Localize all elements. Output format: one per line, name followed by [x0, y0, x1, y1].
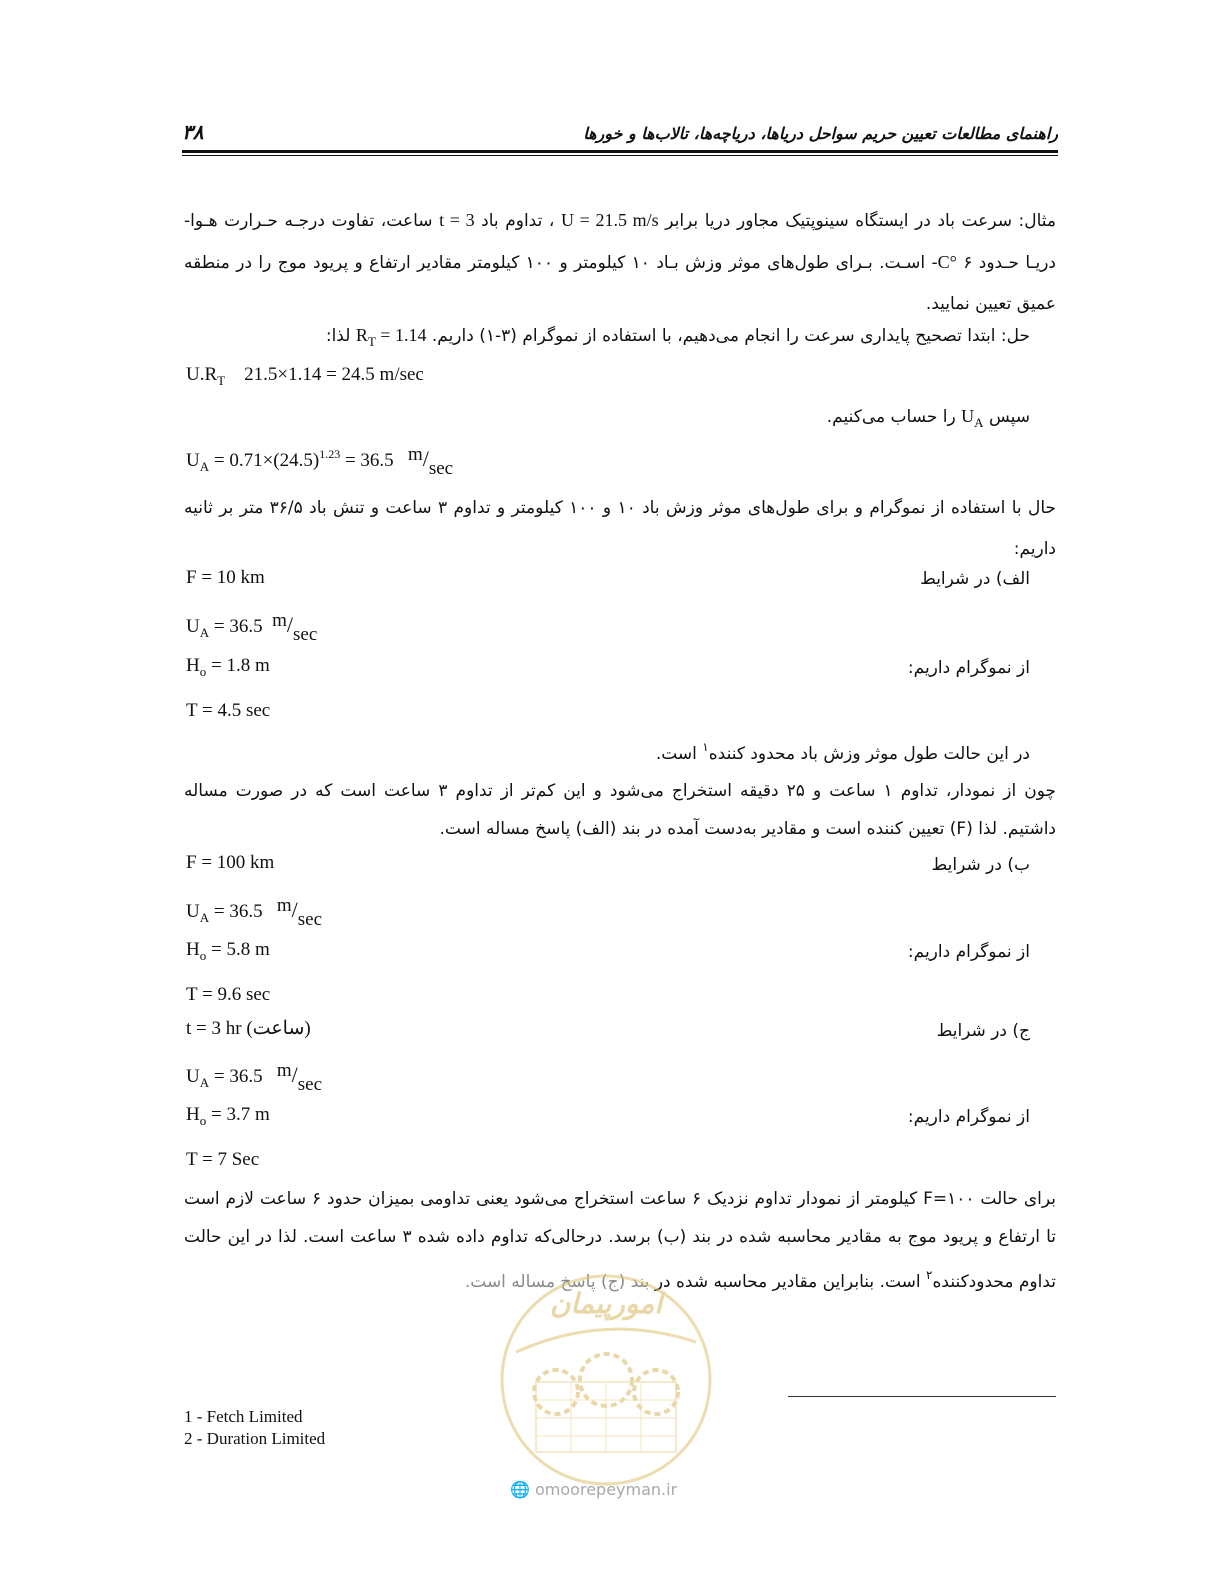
solution-line-2: سپس $U_A$ را حساب می‌کنیم.	[826, 406, 1030, 430]
case-b-ua: $U_A = 36.5$ m/sec	[186, 895, 323, 930]
page-number: ۳۸	[182, 120, 204, 144]
case-a-period: T = 4.5 sec	[186, 700, 271, 721]
conclusion-paragraph: برای حالت F=۱۰۰ کیلومتر از نمودار تداوم نزدیک ۶ ساعت استخراج می‌شود یعنی تداومی بمیزان حدود ۶ ساعت لازم است تا ارتفاع و پریود موج به مقادیر محاسبه شده در بند (ب) برسد. درحالی‌که تداوم داده شده ۳ ساعت است. لذا در این حالت تداوم محدودکننده$^۲$ است. بنابراین مقادیر محاسبه شده در بند (ج) پاسخ مساله است.	[184, 1189, 1057, 1292]
case-b-height: $H_o = 5.8$ m	[186, 939, 270, 963]
case-a-fetch: F = 10 km	[186, 567, 265, 588]
header-title: راهنمای مطالعات تعیین حریم سواحل دریاها، دریاچه‌ها، تالاب‌ها و خورها	[583, 124, 1058, 143]
case-b-label: ب) در شرایط	[931, 855, 1030, 875]
equation-u-rt: $U.R_T$ 21.5×1.14 = 24.5 m/sec	[186, 364, 424, 388]
case-b-fetch: F = 100 km	[186, 852, 275, 873]
footnote-1: 1 - Fetch Limited	[184, 1407, 303, 1426]
footnote-rule	[788, 1396, 1056, 1397]
watermark-url: 🌐 omoorepeyman.ir	[510, 1480, 678, 1499]
case-a-height: $H_o = 1.8$ m	[186, 655, 270, 679]
case-a-note: در این حالت طول موثر وزش باد محدود کننده$^۱$ است.	[655, 740, 1030, 764]
case-c-height: $H_o = 3.7$ m	[186, 1104, 270, 1128]
solution-line-1: حل: ابتدا تصحیح پایداری سرعت را انجام می‌دهیم، با استفاده از نموگرام (۳-۱) داریم. $R_T = 1.14$ لذا:	[325, 325, 1030, 349]
footnote-2: 2 - Duration Limited	[184, 1429, 326, 1448]
case-a-nomogram-label: از نموگرام داریم:	[907, 658, 1030, 678]
case-a-ua: $U_A = 36.5$ m/sec	[186, 610, 318, 645]
equation-ua: $U_A = 0.71\times(24.5)^{1.23} = 36.5$ m/sec	[186, 444, 454, 479]
case-b-period: T = 9.6 sec	[186, 984, 271, 1005]
case-c-period: T = 7 Sec	[186, 1149, 260, 1170]
example-paragraph: مثال: سرعت باد در ایستگاه سینوپتیک مجاور دریا برابر U = 21.5 m/s ، تداوم باد t = 3 ساعت، تفاوت درجـه حـرارت هـوا- دریـا حـدود C° ۶- اسـت. بـرای طول‌های موثر وزش بـاد ۱۰ کیلومتر و ۱۰۰ کیلومتر مقادیر ارتفاع و پریود موج را در منطقه عمیق تعیین نمایید.	[184, 210, 1057, 314]
header-rule-thin	[182, 155, 1058, 156]
case-a-paragraph: چون از نمودار، تداوم ۱ ساعت و ۲۵ دقیقه استخراج می‌شود و این کم‌تر از تداوم ۳ ساعت است که در صورت مساله داشتیم. لذا (F) تعیین کننده است و مقادیر به‌دست آمده در بند (الف) پاسخ مساله است.	[184, 781, 1056, 839]
case-b-nomogram-label: از نموگرام داریم:	[907, 942, 1030, 962]
page-header	[182, 118, 1058, 158]
watermark-logo	[496, 1272, 716, 1492]
case-c-label: ج) در شرایط	[936, 1021, 1030, 1041]
globe-icon: 🌐	[510, 1480, 530, 1499]
case-c-duration: t = 3 hr (ساعت)	[186, 1018, 311, 1039]
header-rule-thick	[182, 150, 1058, 153]
solution-paragraph-3: حال با استفاده از نموگرام و برای طول‌های موثر وزش باد ۱۰ و ۱۰۰ کیلومتر و تداوم ۳ ساعت و تنش باد ۳۶/۵ متر بر ثانیه داریم:	[184, 498, 1057, 559]
case-c-ua: $U_A = 36.5$ m/sec	[186, 1060, 323, 1095]
case-c-nomogram-label: از نموگرام داریم:	[907, 1107, 1030, 1127]
case-a-label: الف) در شرایط	[920, 569, 1030, 589]
watermark-logo-text: امورپیمان	[549, 1287, 663, 1320]
